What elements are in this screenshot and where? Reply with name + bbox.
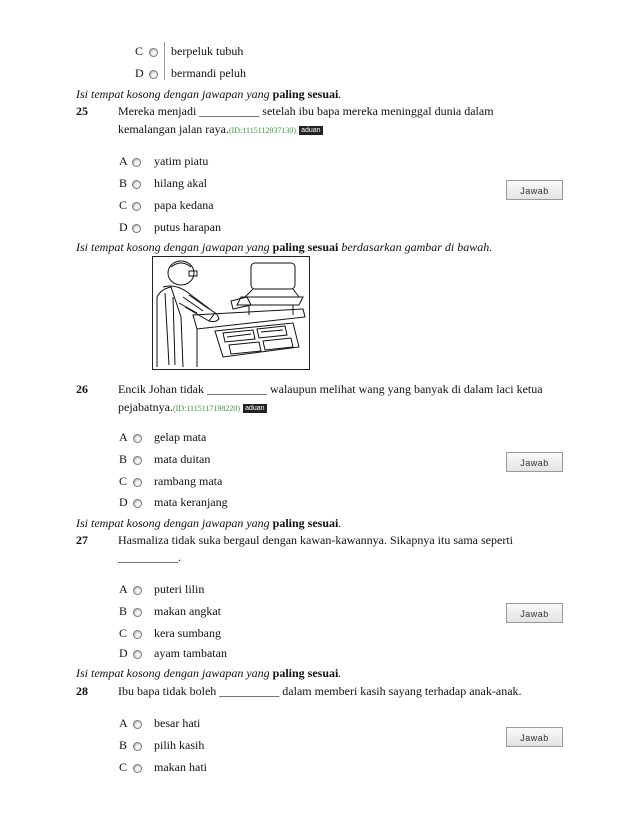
question-text: pejabatnya.	[118, 400, 173, 414]
question-text-line2	[118, 400, 267, 415]
option-letter: D	[135, 66, 144, 80]
option-text: bermandi peluh	[171, 66, 246, 80]
option-letter: C	[119, 474, 128, 488]
option-letter: C	[135, 44, 144, 58]
radio-button[interactable]	[133, 630, 142, 639]
jawab-button[interactable]: Jawab	[506, 603, 563, 623]
radio-button[interactable]	[132, 224, 141, 233]
option-letter: D	[119, 220, 128, 234]
instruction	[76, 666, 341, 681]
radio-button[interactable]	[133, 586, 142, 595]
instruction	[76, 516, 341, 531]
aduan-button[interactable]: aduan	[245, 405, 265, 412]
option-text: ayam tambatan	[154, 646, 227, 660]
option-text: makan hati	[154, 760, 207, 774]
instruction	[76, 240, 492, 255]
radio-button[interactable]	[133, 434, 142, 443]
option-text: pilih kasih	[154, 738, 205, 752]
option-text: mata duitan	[154, 452, 211, 466]
option-letter: C	[119, 626, 128, 640]
option-letter: C	[119, 198, 128, 212]
instruction-text: Isi tempat kosong dengan jawapan yang	[76, 666, 273, 680]
option-letter: A	[119, 716, 128, 730]
radio-button[interactable]	[149, 48, 158, 57]
radio-button[interactable]	[133, 499, 142, 508]
option-letter: C	[119, 760, 128, 774]
option-text: yatim piatu	[154, 154, 209, 168]
radio-button[interactable]	[133, 764, 142, 773]
instruction-suffix: berdasarkan gambar di bawah.	[338, 240, 493, 254]
option-letter: B	[119, 176, 128, 190]
option-text: putus harapan	[154, 220, 221, 234]
question-text-line1: Encik Johan tidak __________ walaupun melihat wang yang banyak di dalam laci ketua	[118, 382, 543, 396]
jawab-button[interactable]: Jawab	[506, 180, 563, 200]
option-letter: A	[119, 430, 128, 444]
option-text: kera sumbang	[154, 626, 221, 640]
option-text: mata keranjang	[154, 495, 228, 509]
option-text: papa kedana	[154, 198, 214, 212]
instruction-text: Isi tempat kosong dengan jawapan yang	[76, 240, 273, 254]
option-text: rambang mata	[154, 474, 223, 488]
instruction-text: Isi tempat kosong dengan jawapan yang	[76, 87, 273, 101]
option-text: makan angkat	[154, 604, 221, 618]
option-text: hilang akal	[154, 176, 207, 190]
radio-button[interactable]	[133, 650, 142, 659]
illustration-man-at-desk	[152, 256, 310, 370]
radio-button[interactable]	[133, 742, 142, 751]
question-number: 28	[76, 684, 88, 698]
radio-button[interactable]	[132, 158, 141, 167]
divider	[164, 42, 165, 80]
option-letter: A	[119, 582, 128, 596]
jawab-button[interactable]: Jawab	[506, 452, 563, 472]
option-text: besar hati	[154, 716, 201, 730]
radio-button[interactable]	[132, 202, 141, 211]
question-text-line1: Mereka menjadi __________ setelah ibu bapa mereka meninggal dunia dalam	[118, 104, 494, 118]
question-text: kemalangan jalan raya.	[118, 122, 229, 136]
option-letter: D	[119, 646, 128, 660]
question-number: 25	[76, 104, 88, 118]
question-text-line1: Ibu bapa tidak boleh __________ dalam memberi kasih sayang terhadap anak-anak.	[118, 684, 522, 698]
question-number: 27	[76, 533, 88, 547]
instruction	[76, 87, 341, 102]
radio-button[interactable]	[133, 720, 142, 729]
question-text-line2	[118, 122, 323, 137]
instruction-bold: paling sesuai	[272, 240, 339, 254]
option-letter: B	[119, 604, 128, 618]
instruction-dot: .	[338, 87, 342, 101]
radio-button[interactable]	[133, 608, 142, 617]
question-number: 26	[76, 382, 88, 396]
instruction-bold: paling sesuai	[272, 666, 339, 680]
radio-button[interactable]	[132, 180, 141, 189]
instruction-bold: paling sesuai	[272, 87, 339, 101]
question-id: (ID:1115112937130)	[228, 126, 297, 135]
illustration-drawing	[153, 257, 309, 369]
option-letter: B	[119, 452, 128, 466]
question-text-line2: __________.	[118, 550, 181, 564]
option-text: gelap mata	[154, 430, 207, 444]
option-letter: D	[119, 495, 128, 509]
aduan-button[interactable]: aduan	[301, 127, 321, 134]
instruction-bold: paling sesuai	[272, 516, 339, 530]
jawab-button[interactable]: Jawab	[506, 727, 563, 747]
option-text: puteri lilin	[154, 582, 205, 596]
question-text-line1: Hasmaliza tidak suka bergaul dengan kawan-kawannya. Sikapnya itu sama seperti	[118, 533, 513, 547]
instruction-dot: .	[338, 666, 342, 680]
option-letter: A	[119, 154, 128, 168]
option-letter: B	[119, 738, 128, 752]
radio-button[interactable]	[133, 478, 142, 487]
radio-button[interactable]	[149, 70, 158, 79]
instruction-dot: .	[338, 516, 342, 530]
question-id: (ID:1115117198220)	[172, 404, 241, 413]
radio-button[interactable]	[133, 456, 142, 465]
instruction-text: Isi tempat kosong dengan jawapan yang	[76, 516, 273, 530]
option-text: berpeluk tubuh	[171, 44, 244, 58]
